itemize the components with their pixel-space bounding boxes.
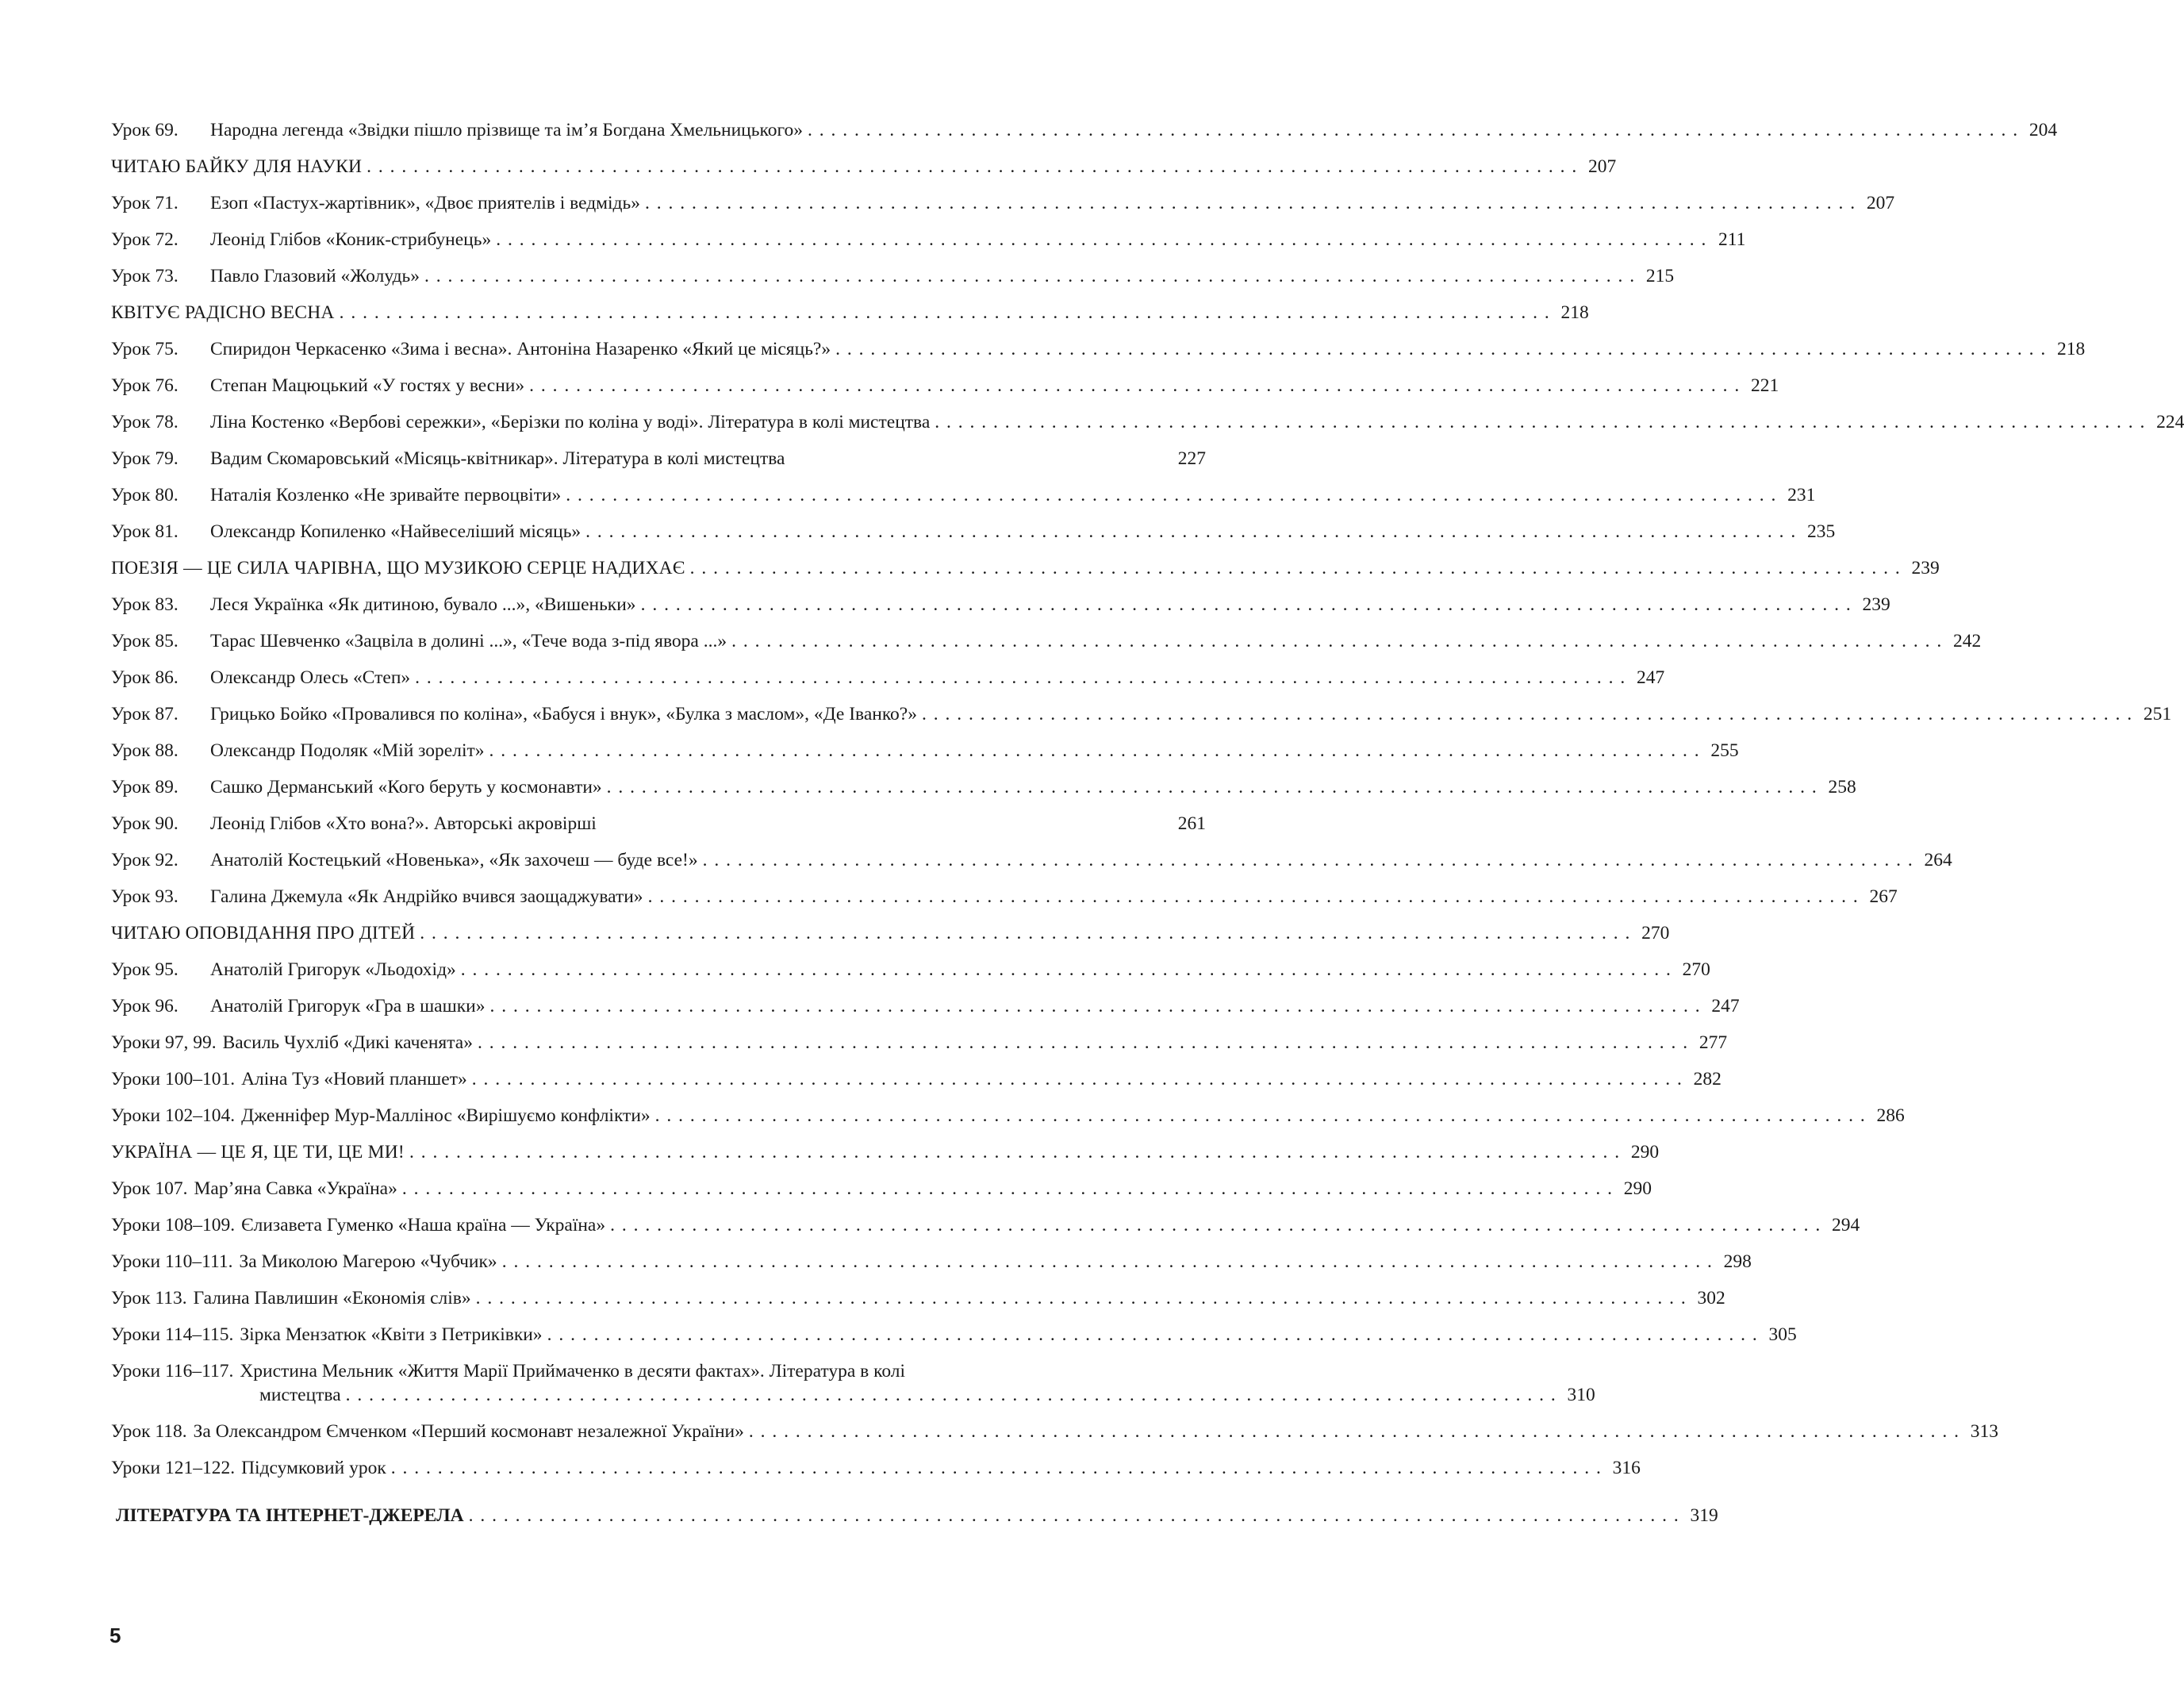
page-number: 211 — [1718, 229, 1746, 250]
lesson-label: Урок 72. — [111, 229, 178, 250]
dot-leader — [808, 112, 2017, 148]
entry-title: Підсумковий урок — [241, 1458, 386, 1478]
lesson-label: Урок 93. — [111, 886, 178, 907]
dot-leader — [607, 769, 1817, 805]
entry-title-continuation: мистецтва — [259, 1385, 341, 1405]
dot-leader — [502, 1243, 1712, 1280]
toc-entry — [111, 696, 2172, 732]
lesson-label: Урок 80. — [111, 485, 178, 505]
toc-entry — [111, 440, 1206, 477]
section-title: КВІТУЄ РАДІСНО ВЕСНА — [111, 302, 335, 323]
lesson-label: Урок 83. — [111, 594, 178, 615]
toc-entry — [111, 659, 1665, 696]
toc-entry — [111, 1413, 1998, 1450]
entry-title: Єлизавета Гуменко «Наша країна — Україна» — [241, 1215, 606, 1235]
lesson-label: Урок 92. — [111, 850, 178, 870]
entry-title: Василь Чухліб «Дикі каченята» — [222, 1032, 473, 1053]
section-title: ЧИТАЮ ОПОВІДАННЯ ПРО ДІТЕЙ — [111, 923, 416, 943]
lesson-label: Урок 107. — [111, 1178, 188, 1199]
dot-leader — [645, 185, 1855, 221]
page-number: 247 — [1711, 996, 1740, 1016]
page-number: 277 — [1698, 1032, 1728, 1053]
dot-leader — [703, 842, 1913, 878]
toc-entry — [111, 1280, 1725, 1316]
toc-entry-multiline — [111, 1353, 1595, 1413]
entry-title: Галина Павлишин «Економія слів» — [193, 1288, 471, 1308]
page-number: 313 — [1970, 1421, 1998, 1442]
lesson-label: Уроки 114–115. — [111, 1324, 234, 1345]
lesson-label: Уроки 121–122. — [111, 1458, 236, 1478]
page-number: 207 — [1866, 193, 1895, 213]
toc-section-heading — [111, 1134, 1660, 1170]
toc-entry — [111, 331, 2086, 367]
lesson-label: Урок 69. — [111, 120, 178, 140]
dot-leader — [496, 221, 1706, 258]
page-number: 286 — [1876, 1105, 1905, 1126]
lesson-label: Урок 76. — [111, 375, 178, 396]
dot-leader — [367, 148, 1576, 185]
toc-entry — [111, 1170, 1652, 1207]
page-number: 242 — [1952, 631, 1982, 651]
table-of-contents — [111, 112, 2184, 1534]
dot-leader — [749, 1413, 1959, 1450]
page-number: 310 — [1567, 1385, 1595, 1405]
page-number: 255 — [1710, 740, 1739, 761]
lesson-label: Уроки 100–101. — [111, 1069, 236, 1089]
toc-entry — [111, 367, 1779, 404]
toc-section-heading — [111, 550, 1940, 586]
dot-leader — [340, 294, 1549, 331]
dot-leader — [478, 1024, 1687, 1061]
page-number: 231 — [1787, 485, 1816, 505]
page-number: 264 — [1924, 850, 1952, 870]
lesson-label: Урок 95. — [111, 959, 178, 980]
dot-leader — [424, 258, 1634, 294]
toc-entry — [111, 769, 1856, 805]
dot-leader — [469, 1497, 1679, 1534]
page-number: 221 — [1751, 375, 1779, 396]
toc-entry — [111, 805, 1206, 842]
lesson-label: Уроки 116–117. — [111, 1361, 234, 1381]
toc-entry — [111, 842, 1952, 878]
lesson-label: Урок 87. — [111, 704, 178, 724]
page-number: 290 — [1623, 1178, 1652, 1199]
toc-entry — [111, 623, 1982, 659]
toc-entry — [111, 951, 1710, 988]
entry-title: Олександр Копиленко «Найвеселіший місяць» — [210, 521, 582, 542]
entry-title: Тарас Шевченко «Зацвіла в долині ...», «Тече вода з-під явора ...» — [210, 631, 727, 651]
entry-title: Леонід Глібов «Хто вона?». Авторські акровірші — [210, 813, 597, 834]
page-number: 207 — [1588, 156, 1617, 177]
dot-leader — [409, 1134, 1619, 1170]
page-number: 302 — [1697, 1288, 1725, 1308]
toc-entry — [111, 112, 2058, 148]
toc-entry — [111, 221, 1746, 258]
toc-section-heading — [111, 915, 1670, 951]
entry-title: Леонід Глібов «Коник-стрибунець» — [210, 229, 492, 250]
entry-title: Христина Мельник «Життя Марії Приймаченко в десяти фактах». Література в колі — [240, 1361, 906, 1381]
toc-entry — [111, 1097, 1905, 1134]
entry-title: Спиридон Черкасенко «Зима і весна». Антоніна Назаренко «Який це місяць?» — [210, 339, 831, 359]
page-number: 239 — [1862, 594, 1890, 615]
toc-section-heading — [111, 148, 1617, 185]
bibliography-title: ЛІТЕРАТУРА ТА ІНТЕРНЕТ-ДЖЕРЕЛА — [116, 1505, 464, 1526]
lesson-label: Уроки 97, 99. — [111, 1032, 217, 1053]
entry-title: Вадим Скомаровський «Місяць-квітникар». Література в колі мистецтва — [210, 448, 785, 469]
page-number: 224 — [2156, 412, 2184, 432]
page-number: 218 — [1560, 302, 1589, 323]
entry-title: Аліна Туз «Новий планшет» — [241, 1069, 467, 1089]
toc-entry — [111, 1243, 1752, 1280]
entry-title: Сашко Дерманський «Кого беруть у космонавти» — [210, 777, 602, 797]
dot-leader — [472, 1061, 1682, 1097]
section-title: ЧИТАЮ БАЙКУ ДЛЯ НАУКИ — [111, 156, 363, 177]
toc-entry — [111, 477, 1816, 513]
dot-leader — [529, 367, 1739, 404]
lesson-label: Урок 71. — [111, 193, 178, 213]
dot-leader — [476, 1280, 1686, 1316]
entry-title: Мар’яна Савка «Україна» — [194, 1178, 397, 1199]
entry-title: Анатолій Григорук «Льодохід» — [210, 959, 456, 980]
lesson-label: Урок 85. — [111, 631, 178, 651]
lesson-label: Урок 88. — [111, 740, 178, 761]
dot-leader — [402, 1170, 1612, 1207]
lesson-label: Уроки 108–109. — [111, 1215, 236, 1235]
dot-leader — [731, 623, 1941, 659]
entry-title: За Олександром Ємченком «Перший космонавт незалежної України» — [193, 1421, 744, 1442]
lesson-label: Урок 73. — [111, 266, 178, 286]
lesson-label: Урок 86. — [111, 667, 178, 688]
lesson-label: Урок 96. — [111, 996, 178, 1016]
entry-title: Павло Глазовий «Жолудь» — [210, 266, 420, 286]
page-number: 218 — [2056, 339, 2086, 359]
page-number: 204 — [2029, 120, 2058, 140]
entry-title: Ліна Костенко «Вербові сережки», «Берізки по коліна у воді». Література в колі мистецтва — [210, 412, 931, 432]
entry-title: Езоп «Пастух-жартівник», «Двоє приятелів і ведмідь» — [210, 193, 640, 213]
page-footer-number: 5 — [109, 1624, 121, 1647]
page-number: 267 — [1869, 886, 1898, 907]
entry-title: Анатолій Григорук «Гра в шашки» — [210, 996, 486, 1016]
dot-leader — [935, 404, 2144, 440]
toc-entry — [111, 988, 1740, 1024]
dot-leader — [420, 915, 1629, 951]
toc-entry — [111, 1450, 1641, 1486]
lesson-label: Урок 90. — [111, 813, 178, 834]
page-number: 215 — [1645, 266, 1675, 286]
entry-title: Зірка Мензатюк «Квіти з Петриківки» — [240, 1324, 543, 1345]
entry-title: Галина Джемула «Як Андрійко вчився заощаджувати» — [210, 886, 643, 907]
page-number: 290 — [1630, 1142, 1660, 1162]
dot-leader — [610, 1207, 1820, 1243]
dot-leader — [415, 659, 1625, 696]
toc-entry — [111, 1061, 1721, 1097]
toc-entry — [111, 1316, 1797, 1353]
dot-leader — [566, 477, 1775, 513]
lesson-label: Уроки 110–111. — [111, 1251, 233, 1272]
toc-entry — [111, 404, 2184, 440]
dot-leader — [690, 550, 1900, 586]
entry-title: Анатолій Костецький «Новенька», «Як захочеш — буде все!» — [210, 850, 698, 870]
dot-leader — [489, 988, 1699, 1024]
lesson-label: Уроки 102–104. — [111, 1105, 236, 1126]
toc-entry — [111, 258, 1675, 294]
dot-leader — [655, 1097, 1865, 1134]
page-number: 270 — [1641, 923, 1670, 943]
page-number: 227 — [1177, 448, 1206, 469]
entry-title: Степан Мацюцький «У гостях у весни» — [210, 375, 525, 396]
toc-entry — [111, 1024, 1728, 1061]
section-title: УКРАЇНА — ЦЕ Я, ЦЕ ТИ, ЦЕ МИ! — [111, 1142, 405, 1162]
page-number: 239 — [1911, 558, 1940, 578]
entry-title: Леся Українка «Як дитиною, бувало ...», «Вишеньки» — [210, 594, 636, 615]
entry-title: Грицько Бойко «Провалився по коліна», «Бабуся і внук», «Булка з маслом», «Де Іванко?» — [210, 704, 917, 724]
page-number: 282 — [1693, 1069, 1721, 1089]
dot-leader — [648, 878, 1858, 915]
lesson-label: Урок 79. — [111, 448, 178, 469]
dot-leader — [346, 1383, 1556, 1407]
dot-leader — [922, 696, 2132, 732]
dot-leader — [547, 1316, 1757, 1353]
toc-section-heading — [111, 294, 1589, 331]
section-title: ПОЕЗІЯ — ЦЕ СИЛА ЧАРІВНА, ЩО МУЗИКОЮ СЕРЦЕ НАДИХАЄ — [111, 558, 685, 578]
lesson-label: Урок 89. — [111, 777, 178, 797]
page-number: 270 — [1682, 959, 1710, 980]
entry-title: За Миколою Магерою «Чубчик» — [239, 1251, 497, 1272]
dot-leader — [489, 732, 1699, 769]
toc-entry — [111, 513, 1836, 550]
page-number: 316 — [1612, 1458, 1641, 1478]
entry-title: Олександр Олесь «Степ» — [210, 667, 411, 688]
entry-title: Народна легенда «Звідки пішло прізвище та ім’я Богдана Хмельницького» — [210, 120, 803, 140]
page-number: 319 — [1690, 1505, 1718, 1526]
toc-bibliography-entry — [111, 1497, 1718, 1534]
page-number: 305 — [1768, 1324, 1797, 1345]
dot-leader — [391, 1450, 1601, 1486]
lesson-label: Урок 118. — [111, 1421, 187, 1442]
entry-title: Олександр Подоляк «Мій зореліт» — [210, 740, 485, 761]
toc-entry — [111, 1207, 1860, 1243]
lesson-label: Урок 113. — [111, 1288, 187, 1308]
lesson-label: Урок 78. — [111, 412, 178, 432]
page-number: 298 — [1723, 1251, 1752, 1272]
dot-leader — [641, 586, 1851, 623]
page-number: 235 — [1807, 521, 1836, 542]
entry-title: Наталія Козленко «Не зривайте первоцвіти» — [210, 485, 562, 505]
toc-entry — [111, 586, 1890, 623]
page-number: 294 — [1831, 1215, 1860, 1235]
dot-leader — [835, 331, 2045, 367]
page-number: 258 — [1828, 777, 1856, 797]
entry-title: Дженніфер Мур-Маллінос «Вирішуємо конфлікти» — [241, 1105, 651, 1126]
dot-leader — [461, 951, 1671, 988]
dot-leader — [585, 513, 1795, 550]
lesson-label: Урок 81. — [111, 521, 178, 542]
page-number: 247 — [1637, 667, 1665, 688]
lesson-label: Урок 75. — [111, 339, 178, 359]
page-number: 261 — [1177, 813, 1206, 834]
toc-entry — [111, 732, 1739, 769]
toc-entry — [111, 185, 1895, 221]
toc-entry — [111, 878, 1898, 915]
page-number: 251 — [2143, 704, 2172, 724]
